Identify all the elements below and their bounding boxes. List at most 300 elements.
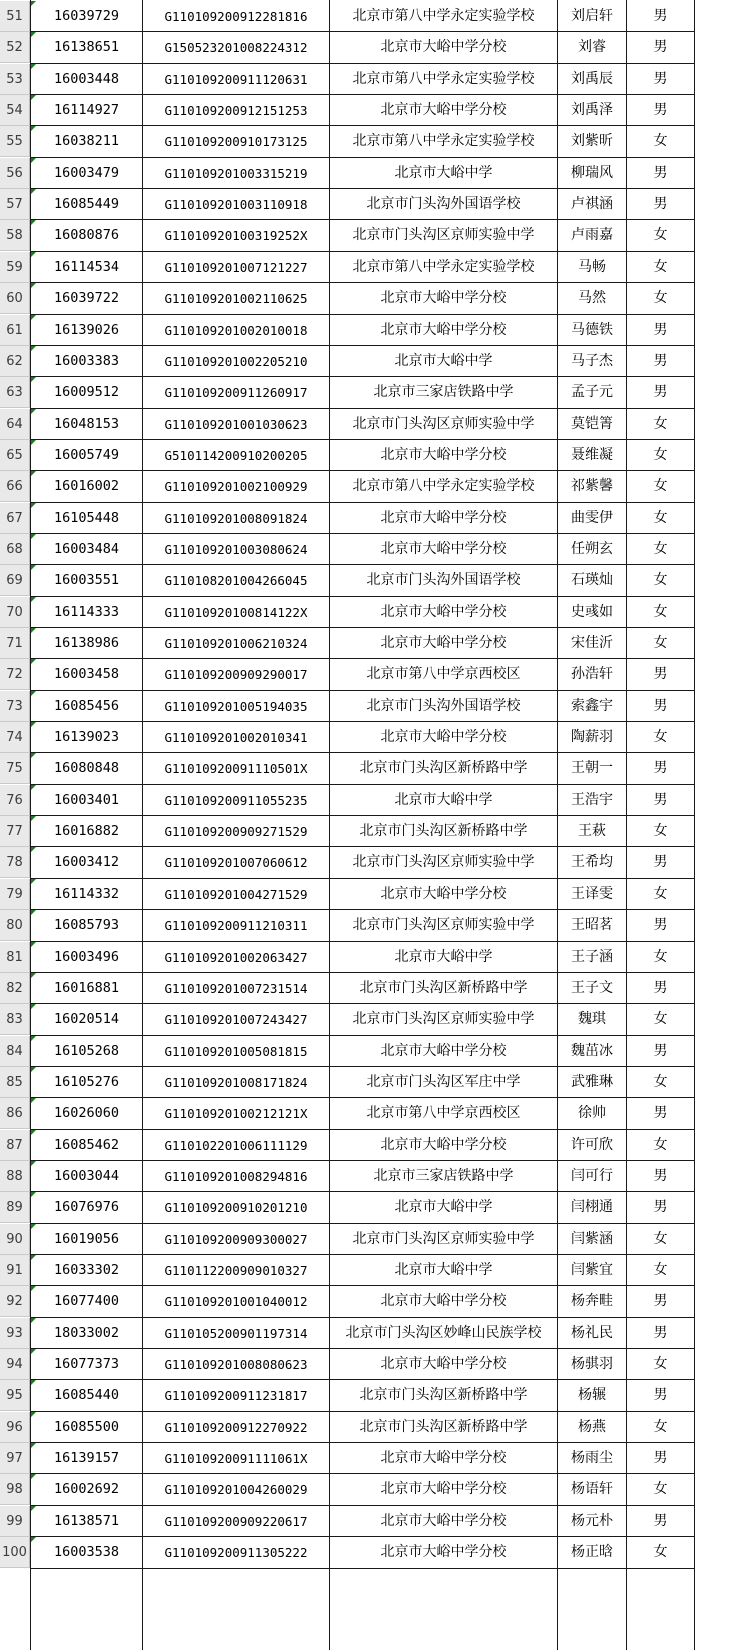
cell-gender[interactable]: 男 bbox=[653, 70, 668, 87]
cell-student-id[interactable]: 16105448 bbox=[53, 509, 120, 526]
cell-id-number[interactable]: G110109201004260029 bbox=[164, 1482, 308, 1498]
row-number-header[interactable]: 52 bbox=[0, 32, 30, 63]
cell-school[interactable]: 北京市大峪中学分校 bbox=[380, 446, 507, 463]
cell-name[interactable]: 王子涵 bbox=[571, 948, 613, 965]
cell-id-number[interactable]: G110109200909271529 bbox=[164, 824, 308, 840]
cell-name[interactable]: 陶薪羽 bbox=[571, 729, 613, 746]
cell-gender[interactable]: 女 bbox=[653, 1011, 668, 1028]
cell-student-id[interactable]: 16003484 bbox=[53, 540, 120, 557]
cell-gender[interactable]: 男 bbox=[653, 854, 668, 871]
cell-id-number[interactable]: G110109201008294816 bbox=[164, 1168, 308, 1184]
cell-name[interactable]: 宋佳沂 bbox=[571, 635, 613, 651]
cell-school[interactable]: 北京市门头沟区新桥路中学 bbox=[359, 979, 528, 996]
cell-name[interactable]: 马然 bbox=[578, 290, 606, 307]
row-number-header[interactable]: 87 bbox=[0, 1130, 30, 1161]
cell-id-number[interactable]: G110109200910173125 bbox=[164, 134, 308, 150]
cell-gender[interactable]: 女 bbox=[653, 1136, 668, 1153]
cell-student-id[interactable]: 16138986 bbox=[53, 635, 120, 651]
cell-id-number[interactable]: G110109200912281816 bbox=[164, 9, 308, 24]
cell-gender[interactable]: 男 bbox=[653, 1199, 668, 1216]
cell-id-number[interactable]: G11010920100319252X bbox=[164, 228, 308, 244]
cell-gender[interactable]: 女 bbox=[653, 227, 668, 244]
row-number-header[interactable]: 75 bbox=[0, 753, 30, 784]
cell-gender[interactable]: 女 bbox=[653, 540, 668, 557]
cell-student-id[interactable]: 16138571 bbox=[53, 1512, 120, 1529]
cell-school[interactable]: 北京市门头沟区京师实验中学 bbox=[352, 854, 535, 871]
cell-id-number[interactable]: G110109200909300027 bbox=[164, 1231, 308, 1247]
cell-gender[interactable]: 男 bbox=[653, 1167, 668, 1184]
cell-school[interactable]: 北京市门头沟区新桥路中学 bbox=[359, 1387, 528, 1404]
cell-student-id[interactable]: 16038211 bbox=[53, 133, 120, 150]
row-number-header[interactable]: 72 bbox=[0, 659, 30, 690]
cell-student-id[interactable]: 16085440 bbox=[53, 1387, 120, 1404]
cell-student-id[interactable]: 16020514 bbox=[53, 1011, 120, 1028]
cell-gender[interactable]: 男 bbox=[653, 760, 668, 777]
cell-school[interactable]: 北京市门头沟区京师实验中学 bbox=[352, 415, 535, 432]
cell-gender[interactable]: 男 bbox=[653, 8, 668, 24]
cell-name[interactable]: 马畅 bbox=[578, 258, 606, 275]
cell-name[interactable]: 刘启轩 bbox=[571, 8, 613, 24]
cell-school[interactable]: 北京市大峪中学分校 bbox=[380, 1481, 507, 1498]
cell-name[interactable]: 马子杰 bbox=[571, 352, 613, 369]
cell-id-number[interactable]: G110109201002100929 bbox=[164, 479, 308, 495]
cell-id-number[interactable]: G11010920100814122X bbox=[164, 604, 308, 620]
cell-student-id[interactable]: 16003383 bbox=[53, 352, 120, 369]
cell-gender[interactable]: 女 bbox=[653, 133, 668, 150]
cell-name[interactable]: 刘紫昕 bbox=[571, 133, 613, 150]
cell-id-number[interactable]: G110109201007243427 bbox=[164, 1012, 308, 1028]
cell-name[interactable]: 王子文 bbox=[571, 979, 613, 996]
cell-name[interactable]: 卢祺涵 bbox=[571, 196, 613, 213]
cell-gender[interactable]: 女 bbox=[653, 258, 668, 275]
row-number-header[interactable]: 94 bbox=[0, 1349, 30, 1380]
cell-student-id[interactable]: 16019056 bbox=[53, 1230, 120, 1247]
cell-id-number[interactable]: G110109200912270922 bbox=[164, 1419, 308, 1435]
cell-student-id[interactable]: 16138651 bbox=[53, 39, 120, 56]
cell-school[interactable]: 北京市大峪中学分校 bbox=[380, 102, 507, 119]
cell-school[interactable]: 北京市大峪中学 bbox=[394, 1199, 493, 1216]
row-number-header[interactable]: 92 bbox=[0, 1286, 30, 1317]
cell-school[interactable]: 北京市第八中学永定实验学校 bbox=[352, 478, 535, 495]
row-number-header[interactable]: 60 bbox=[0, 283, 30, 314]
cell-id-number[interactable]: G110109200911260917 bbox=[164, 385, 308, 401]
cell-name[interactable]: 刘禹泽 bbox=[571, 102, 613, 119]
row-number-header[interactable]: 57 bbox=[0, 189, 30, 220]
cell-id-number[interactable]: G110109200911120631 bbox=[164, 71, 308, 87]
row-number-header[interactable]: 96 bbox=[0, 1412, 30, 1443]
cell-name[interactable]: 武雅琳 bbox=[571, 1073, 613, 1090]
cell-id-number[interactable]: G110109201002110625 bbox=[164, 291, 308, 307]
cell-id-number[interactable]: G110109201007231514 bbox=[164, 980, 308, 996]
cell-school[interactable]: 北京市大峪中学分校 bbox=[380, 1450, 507, 1467]
row-number-header[interactable]: 99 bbox=[0, 1506, 30, 1537]
cell-name[interactable]: 魏茁冰 bbox=[571, 1042, 613, 1059]
cell-school[interactable]: 北京市门头沟区新桥路中学 bbox=[359, 760, 528, 777]
cell-name[interactable]: 祁紫馨 bbox=[571, 478, 613, 495]
cell-gender[interactable]: 男 bbox=[653, 102, 668, 119]
cell-school[interactable]: 北京市第八中学永定实验学校 bbox=[352, 133, 535, 150]
cell-gender[interactable]: 男 bbox=[653, 979, 668, 996]
cell-name[interactable]: 柳瑞风 bbox=[571, 164, 613, 181]
cell-id-number[interactable]: G110109201007060612 bbox=[164, 855, 308, 871]
cell-school[interactable]: 北京市第八中学永定实验学校 bbox=[352, 258, 535, 275]
cell-school[interactable]: 北京市门头沟区妙峰山民族学校 bbox=[345, 1324, 542, 1341]
cell-student-id[interactable]: 16009512 bbox=[53, 384, 120, 401]
cell-gender[interactable]: 男 bbox=[653, 196, 668, 213]
cell-id-number[interactable]: G110109201008080623 bbox=[164, 1357, 308, 1373]
cell-gender[interactable]: 男 bbox=[653, 321, 668, 338]
cell-school[interactable]: 北京市大峪中学 bbox=[394, 1262, 493, 1278]
cell-gender[interactable]: 男 bbox=[653, 666, 668, 683]
row-number-header[interactable]: 76 bbox=[0, 785, 30, 816]
cell-id-number[interactable]: G110109201001040012 bbox=[164, 1294, 308, 1310]
cell-gender[interactable]: 女 bbox=[653, 948, 668, 965]
row-number-header[interactable]: 78 bbox=[0, 847, 30, 878]
row-number-header[interactable]: 82 bbox=[0, 973, 30, 1004]
row-number-header[interactable]: 59 bbox=[0, 252, 30, 283]
cell-name[interactable]: 索鑫宇 bbox=[571, 697, 613, 714]
row-number-header[interactable]: 63 bbox=[0, 377, 30, 408]
cell-gender[interactable]: 男 bbox=[653, 917, 668, 934]
cell-id-number[interactable]: G110109201007121227 bbox=[164, 259, 308, 275]
cell-id-number[interactable]: G110109201001030623 bbox=[164, 416, 308, 432]
cell-student-id[interactable]: 18033002 bbox=[53, 1324, 120, 1341]
row-number-header[interactable]: 98 bbox=[0, 1474, 30, 1505]
cell-student-id[interactable]: 16003538 bbox=[53, 1544, 120, 1561]
cell-name[interactable]: 闫紫涵 bbox=[571, 1230, 613, 1247]
cell-school[interactable]: 北京市第八中学永定实验学校 bbox=[352, 8, 535, 24]
cell-student-id[interactable]: 16016002 bbox=[53, 478, 120, 495]
cell-id-number[interactable]: G110109201002010341 bbox=[164, 730, 308, 746]
cell-name[interactable]: 杨骐羽 bbox=[571, 1356, 613, 1373]
cell-gender[interactable]: 女 bbox=[653, 885, 668, 902]
cell-gender[interactable]: 女 bbox=[653, 729, 668, 746]
row-number-header[interactable]: 67 bbox=[0, 503, 30, 534]
cell-id-number[interactable]: G110108201004266045 bbox=[164, 573, 308, 589]
cell-id-number[interactable]: G110102201006111129 bbox=[164, 1137, 308, 1153]
cell-student-id[interactable]: 16105268 bbox=[53, 1042, 120, 1059]
cell-school[interactable]: 北京市大峪中学 bbox=[394, 164, 493, 181]
cell-school[interactable]: 北京市大峪中学分校 bbox=[380, 509, 507, 526]
row-number-header[interactable]: 81 bbox=[0, 942, 30, 973]
cell-id-number[interactable]: G110109200909220617 bbox=[164, 1513, 308, 1529]
cell-name[interactable]: 王译雯 bbox=[571, 885, 613, 902]
cell-student-id[interactable]: 16003401 bbox=[53, 791, 120, 808]
cell-student-id[interactable]: 16076976 bbox=[53, 1199, 120, 1216]
cell-student-id[interactable]: 16080848 bbox=[53, 760, 120, 777]
cell-student-id[interactable]: 16039722 bbox=[53, 290, 120, 307]
cell-school[interactable]: 北京市第八中学永定实验学校 bbox=[352, 70, 535, 87]
cell-id-number[interactable]: G110109201005194035 bbox=[164, 698, 308, 714]
cell-id-number[interactable]: G110109201006210324 bbox=[164, 636, 308, 651]
cell-name[interactable]: 王浩宇 bbox=[571, 791, 613, 808]
cell-name[interactable]: 杨辗 bbox=[578, 1387, 606, 1404]
row-number-header[interactable]: 95 bbox=[0, 1380, 30, 1411]
cell-name[interactable]: 卢雨嘉 bbox=[571, 227, 613, 244]
cell-school[interactable]: 北京市三家店铁路中学 bbox=[373, 384, 514, 401]
cell-school[interactable]: 北京市大峪中学分校 bbox=[380, 603, 507, 620]
cell-student-id[interactable]: 16139026 bbox=[53, 321, 120, 338]
cell-school[interactable]: 北京市大峪中学分校 bbox=[380, 39, 507, 56]
cell-gender[interactable]: 男 bbox=[653, 352, 668, 369]
cell-student-id[interactable]: 16003458 bbox=[53, 666, 120, 683]
cell-id-number[interactable]: G110109201008171824 bbox=[164, 1074, 308, 1090]
row-number-header[interactable]: 100 bbox=[0, 1537, 30, 1568]
cell-name[interactable]: 闫可行 bbox=[571, 1167, 613, 1184]
cell-name[interactable]: 王萩 bbox=[578, 823, 606, 840]
cell-school[interactable]: 北京市门头沟区新桥路中学 bbox=[359, 1418, 528, 1435]
cell-id-number[interactable]: G110112200909010327 bbox=[164, 1263, 308, 1278]
cell-student-id[interactable]: 16077400 bbox=[53, 1293, 120, 1310]
row-number-header[interactable]: 84 bbox=[0, 1036, 30, 1067]
cell-id-number[interactable]: G110109201004271529 bbox=[164, 886, 308, 902]
cell-name[interactable]: 杨元朴 bbox=[571, 1512, 613, 1529]
cell-name[interactable]: 石瑛灿 bbox=[571, 572, 613, 589]
cell-school[interactable]: 北京市门头沟区京师实验中学 bbox=[352, 917, 535, 934]
cell-name[interactable]: 闫栩通 bbox=[571, 1199, 613, 1216]
cell-school[interactable]: 北京市大峪中学分校 bbox=[380, 1042, 507, 1059]
cell-id-number[interactable]: G110109201003080624 bbox=[164, 541, 308, 557]
cell-school[interactable]: 北京市大峪中学 bbox=[394, 948, 493, 965]
cell-name[interactable]: 王希均 bbox=[571, 854, 613, 871]
cell-id-number[interactable]: G510114200910200205 bbox=[164, 447, 308, 463]
cell-student-id[interactable]: 16077373 bbox=[53, 1356, 120, 1373]
cell-gender[interactable]: 女 bbox=[653, 446, 668, 463]
cell-gender[interactable]: 男 bbox=[653, 1450, 668, 1467]
cell-gender[interactable]: 男 bbox=[653, 1042, 668, 1059]
cell-student-id[interactable]: 16085449 bbox=[53, 196, 120, 213]
cell-school[interactable]: 北京市大峪中学分校 bbox=[380, 885, 507, 902]
cell-school[interactable]: 北京市大峪中学分校 bbox=[380, 1512, 507, 1529]
row-number-header[interactable]: 91 bbox=[0, 1255, 30, 1286]
cell-gender[interactable]: 女 bbox=[653, 1230, 668, 1247]
cell-school[interactable]: 北京市第八中学京西校区 bbox=[366, 666, 521, 683]
cell-student-id[interactable]: 16085456 bbox=[53, 697, 120, 714]
cell-gender[interactable]: 男 bbox=[653, 1324, 668, 1341]
row-number-header[interactable]: 58 bbox=[0, 220, 30, 251]
row-number-header[interactable]: 65 bbox=[0, 440, 30, 471]
cell-student-id[interactable]: 16080876 bbox=[53, 227, 120, 244]
cell-school[interactable]: 北京市门头沟区军庄中学 bbox=[366, 1073, 521, 1090]
cell-id-number[interactable]: G110109200912151253 bbox=[164, 103, 308, 119]
cell-name[interactable]: 莫铠箐 bbox=[571, 415, 613, 432]
cell-student-id[interactable]: 16085793 bbox=[53, 917, 120, 934]
cell-name[interactable]: 聂维凝 bbox=[571, 446, 613, 463]
cell-id-number[interactable]: G150523201008224312 bbox=[164, 40, 308, 56]
cell-school[interactable]: 北京市大峪中学 bbox=[394, 352, 493, 369]
cell-school[interactable]: 北京市大峪中学分校 bbox=[380, 1136, 507, 1153]
cell-gender[interactable]: 男 bbox=[653, 791, 668, 808]
cell-gender[interactable]: 女 bbox=[653, 478, 668, 495]
cell-gender[interactable]: 女 bbox=[653, 1544, 668, 1561]
row-number-header[interactable]: 66 bbox=[0, 471, 30, 502]
cell-school[interactable]: 北京市大峪中学分校 bbox=[380, 635, 507, 651]
cell-gender[interactable]: 女 bbox=[653, 572, 668, 589]
cell-student-id[interactable]: 16085500 bbox=[53, 1418, 120, 1435]
cell-name[interactable]: 杨雨尘 bbox=[571, 1450, 613, 1467]
row-number-header[interactable]: 89 bbox=[0, 1192, 30, 1223]
cell-name[interactable]: 曲雯伊 bbox=[571, 509, 613, 526]
cell-school[interactable]: 北京市门头沟外国语学校 bbox=[366, 697, 521, 714]
cell-id-number[interactable]: G110109200911210311 bbox=[164, 918, 308, 934]
cell-name[interactable]: 孟子元 bbox=[571, 384, 613, 401]
cell-school[interactable]: 北京市门头沟区京师实验中学 bbox=[352, 1011, 535, 1028]
cell-name[interactable]: 杨燕 bbox=[578, 1418, 606, 1435]
cell-school[interactable]: 北京市大峪中学分校 bbox=[380, 540, 507, 557]
cell-name[interactable]: 杨礼民 bbox=[571, 1324, 613, 1341]
row-number-header[interactable]: 80 bbox=[0, 910, 30, 941]
cell-gender[interactable]: 女 bbox=[653, 1418, 668, 1435]
cell-name[interactable]: 杨语轩 bbox=[571, 1481, 613, 1498]
cell-student-id[interactable]: 16002692 bbox=[53, 1481, 120, 1498]
row-number-header[interactable]: 55 bbox=[0, 126, 30, 157]
row-number-header[interactable]: 93 bbox=[0, 1318, 30, 1349]
row-number-header[interactable]: 61 bbox=[0, 315, 30, 346]
row-number-header[interactable]: 77 bbox=[0, 816, 30, 847]
cell-id-number[interactable]: G110109201005081815 bbox=[164, 1043, 308, 1059]
cell-id-number[interactable]: G110109200911055235 bbox=[164, 792, 308, 808]
cell-student-id[interactable]: 16033302 bbox=[53, 1262, 120, 1278]
cell-school[interactable]: 北京市大峪中学 bbox=[394, 791, 493, 808]
row-number-header[interactable]: 56 bbox=[0, 158, 30, 189]
cell-student-id[interactable]: 16005749 bbox=[53, 446, 120, 463]
cell-gender[interactable]: 男 bbox=[653, 1293, 668, 1310]
cell-gender[interactable]: 女 bbox=[653, 415, 668, 432]
cell-name[interactable]: 刘禹辰 bbox=[571, 70, 613, 87]
row-number-header[interactable]: 64 bbox=[0, 409, 30, 440]
cell-school[interactable]: 北京市第八中学京西校区 bbox=[366, 1105, 521, 1122]
cell-name[interactable]: 许可欣 bbox=[571, 1136, 613, 1153]
cell-name[interactable]: 魏琪 bbox=[578, 1011, 606, 1028]
cell-id-number[interactable]: G110109201002010018 bbox=[164, 322, 308, 338]
cell-school[interactable]: 北京市大峪中学分校 bbox=[380, 321, 507, 338]
cell-id-number[interactable]: G110109201003110918 bbox=[164, 197, 308, 213]
cell-student-id[interactable]: 16003044 bbox=[53, 1167, 120, 1184]
row-number-header[interactable]: 68 bbox=[0, 534, 30, 565]
cell-student-id[interactable]: 16003448 bbox=[53, 70, 120, 87]
cell-student-id[interactable]: 16048153 bbox=[53, 415, 120, 432]
cell-student-id[interactable]: 16026060 bbox=[53, 1105, 120, 1122]
cell-student-id[interactable]: 16114332 bbox=[53, 885, 120, 902]
cell-student-id[interactable]: 16139157 bbox=[53, 1450, 120, 1467]
cell-name[interactable]: 任朔玄 bbox=[571, 540, 613, 557]
cell-student-id[interactable]: 16039729 bbox=[53, 8, 120, 24]
cell-id-number[interactable]: G110109201002063427 bbox=[164, 949, 308, 965]
cell-gender[interactable]: 女 bbox=[653, 1073, 668, 1090]
cell-id-number[interactable]: G110109200909290017 bbox=[164, 667, 308, 683]
cell-gender[interactable]: 女 bbox=[653, 635, 668, 651]
row-number-header[interactable]: 83 bbox=[0, 1004, 30, 1035]
cell-gender[interactable]: 男 bbox=[653, 39, 668, 56]
cell-gender[interactable]: 女 bbox=[653, 509, 668, 526]
row-number-header[interactable]: 53 bbox=[0, 64, 30, 95]
cell-gender[interactable]: 男 bbox=[653, 164, 668, 181]
cell-school[interactable]: 北京市三家店铁路中学 bbox=[373, 1167, 514, 1184]
row-number-header[interactable]: 51 bbox=[0, 1, 30, 32]
cell-student-id[interactable]: 16003496 bbox=[53, 948, 120, 965]
cell-school[interactable]: 北京市门头沟区新桥路中学 bbox=[359, 823, 528, 840]
cell-school[interactable]: 北京市门头沟区京师实验中学 bbox=[352, 227, 535, 244]
cell-name[interactable]: 闫紫宜 bbox=[571, 1262, 613, 1278]
cell-gender[interactable]: 女 bbox=[653, 823, 668, 840]
cell-id-number[interactable]: G110109201002205210 bbox=[164, 353, 308, 369]
cell-gender[interactable]: 男 bbox=[653, 1105, 668, 1122]
cell-gender[interactable]: 女 bbox=[653, 290, 668, 307]
cell-student-id[interactable]: 16114534 bbox=[53, 258, 120, 275]
cell-school[interactable]: 北京市门头沟外国语学校 bbox=[366, 196, 521, 213]
row-number-header[interactable]: 90 bbox=[0, 1224, 30, 1255]
cell-school[interactable]: 北京市门头沟区京师实验中学 bbox=[352, 1230, 535, 1247]
cell-school[interactable]: 北京市大峪中学分校 bbox=[380, 1544, 507, 1561]
cell-gender[interactable]: 女 bbox=[653, 1481, 668, 1498]
cell-name[interactable]: 刘睿 bbox=[578, 39, 606, 56]
cell-gender[interactable]: 女 bbox=[653, 1356, 668, 1373]
cell-name[interactable]: 马德铁 bbox=[571, 321, 613, 338]
row-number-header[interactable]: 70 bbox=[0, 597, 30, 628]
row-number-header[interactable]: 62 bbox=[0, 346, 30, 377]
cell-student-id[interactable]: 16003412 bbox=[53, 854, 120, 871]
cell-student-id[interactable]: 16114333 bbox=[53, 603, 120, 620]
cell-id-number[interactable]: G110109201003315219 bbox=[164, 165, 308, 181]
cell-gender[interactable]: 男 bbox=[653, 384, 668, 401]
row-number-header[interactable]: 88 bbox=[0, 1161, 30, 1192]
cell-name[interactable]: 徐帅 bbox=[578, 1105, 606, 1122]
cell-id-number[interactable]: G110109200911231817 bbox=[164, 1388, 308, 1404]
cell-student-id[interactable]: 16003479 bbox=[53, 164, 120, 181]
cell-name[interactable]: 杨正晗 bbox=[571, 1544, 613, 1561]
cell-student-id[interactable]: 16114927 bbox=[53, 102, 120, 119]
cell-gender[interactable]: 女 bbox=[653, 603, 668, 620]
cell-id-number[interactable]: G110109201008091824 bbox=[164, 510, 308, 526]
cell-student-id[interactable]: 16003551 bbox=[53, 572, 120, 589]
row-number-header[interactable]: 85 bbox=[0, 1067, 30, 1098]
cell-school[interactable]: 北京市大峪中学分校 bbox=[380, 729, 507, 746]
cell-id-number[interactable]: G11010920100212121X bbox=[164, 1106, 308, 1122]
cell-student-id[interactable]: 16105276 bbox=[53, 1073, 120, 1090]
cell-id-number[interactable]: G11010920091111061X bbox=[164, 1451, 308, 1467]
row-number-header[interactable]: 71 bbox=[0, 628, 30, 659]
row-number-header[interactable]: 73 bbox=[0, 691, 30, 722]
cell-school[interactable]: 北京市门头沟外国语学校 bbox=[366, 572, 521, 589]
cell-name[interactable]: 杨奔畦 bbox=[571, 1293, 613, 1310]
cell-student-id[interactable]: 16016882 bbox=[53, 823, 120, 840]
cell-name[interactable]: 史彧如 bbox=[571, 603, 613, 620]
cell-student-id[interactable]: 16139023 bbox=[53, 729, 120, 746]
row-number-header[interactable]: 79 bbox=[0, 879, 30, 910]
cell-gender[interactable]: 男 bbox=[653, 1512, 668, 1529]
cell-school[interactable]: 北京市大峪中学分校 bbox=[380, 290, 507, 307]
row-number-header[interactable]: 74 bbox=[0, 722, 30, 753]
cell-id-number[interactable]: G110105200901197314 bbox=[164, 1325, 308, 1341]
row-number-header[interactable]: 86 bbox=[0, 1098, 30, 1129]
cell-name[interactable]: 王昭茗 bbox=[571, 917, 613, 934]
row-number-header[interactable]: 97 bbox=[0, 1443, 30, 1474]
cell-school[interactable]: 北京市大峪中学分校 bbox=[380, 1356, 507, 1373]
cell-gender[interactable]: 女 bbox=[653, 1262, 668, 1278]
cell-name[interactable]: 王朝一 bbox=[571, 760, 613, 777]
row-number-header[interactable]: 54 bbox=[0, 95, 30, 126]
cell-student-id[interactable]: 16016881 bbox=[53, 979, 120, 996]
cell-gender[interactable]: 男 bbox=[653, 1387, 668, 1404]
row-number-header[interactable]: 69 bbox=[0, 565, 30, 596]
cell-school[interactable]: 北京市大峪中学分校 bbox=[380, 1293, 507, 1310]
cell-student-id[interactable]: 16085462 bbox=[53, 1136, 120, 1153]
cell-name[interactable]: 孙浩轩 bbox=[571, 666, 613, 683]
cell-id-number[interactable]: G11010920091110501X bbox=[164, 761, 308, 777]
cell-id-number[interactable]: G110109200910201210 bbox=[164, 1200, 308, 1216]
cell-gender[interactable]: 男 bbox=[653, 697, 668, 714]
cell-id-number[interactable]: G110109200911305222 bbox=[164, 1545, 308, 1561]
